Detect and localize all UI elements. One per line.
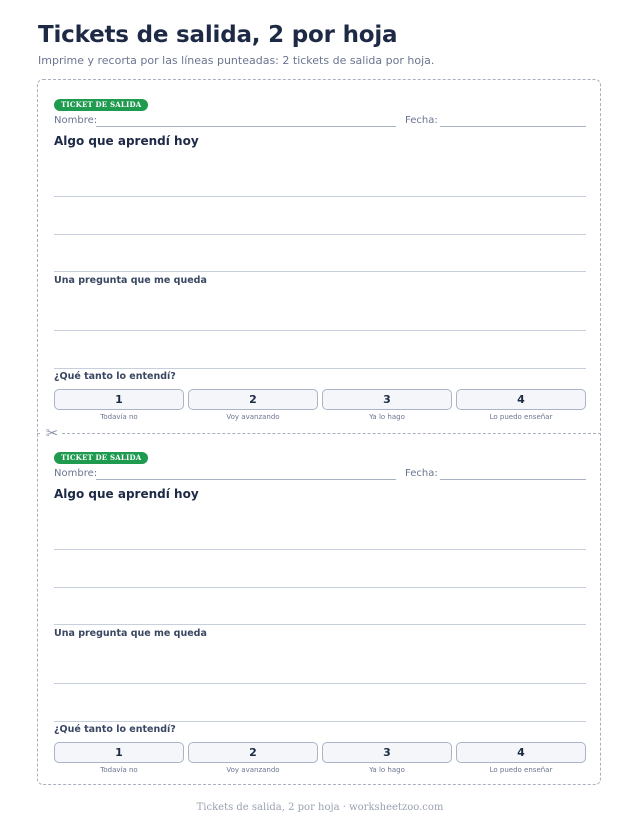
date-field[interactable] xyxy=(440,126,586,127)
page-subtitle: Imprime y recorta por las líneas punteadas: 2 tickets de salida por hoja. xyxy=(38,54,435,67)
question-title: Una pregunta que me queda xyxy=(54,275,207,286)
exit-ticket-2 xyxy=(54,452,586,782)
scale-caption: Voy avanzando xyxy=(226,413,280,421)
name-date-row xyxy=(54,468,586,482)
scale-option-3[interactable] xyxy=(322,389,452,421)
writing-line[interactable] xyxy=(54,196,586,197)
scale-caption: Todavía no xyxy=(100,413,138,421)
scale-option-1[interactable] xyxy=(54,389,184,421)
learned-today-title: Algo que aprendí hoy xyxy=(54,134,199,148)
scale-option-2[interactable] xyxy=(188,389,318,421)
scale-caption: Voy avanzando xyxy=(226,766,280,774)
scale-button[interactable]: 3 xyxy=(322,742,452,763)
scale-option-4[interactable] xyxy=(456,389,586,421)
scale-button[interactable]: 1 xyxy=(54,389,184,410)
writing-line[interactable] xyxy=(54,549,586,550)
scale-option-3[interactable] xyxy=(322,742,452,774)
ticket-badge: TICKET DE SALIDA xyxy=(54,452,148,464)
name-field[interactable] xyxy=(96,126,396,127)
scale-option-4[interactable] xyxy=(456,742,586,774)
date-label: Fecha: xyxy=(405,468,438,479)
understanding-title: ¿Qué tanto lo entendí? xyxy=(54,724,176,735)
understanding-scale xyxy=(54,389,586,423)
date-label: Fecha: xyxy=(405,115,438,126)
writing-line[interactable] xyxy=(54,234,586,235)
writing-line[interactable] xyxy=(54,368,586,369)
scale-button[interactable]: 2 xyxy=(188,742,318,763)
scale-option-2[interactable] xyxy=(188,742,318,774)
scale-button[interactable]: 4 xyxy=(456,389,586,410)
date-field[interactable] xyxy=(440,479,586,480)
scale-button[interactable]: 3 xyxy=(322,389,452,410)
name-date-row xyxy=(54,115,586,129)
exit-ticket-1 xyxy=(54,99,586,429)
understanding-scale xyxy=(54,742,586,776)
ticket-badge: TICKET DE SALIDA xyxy=(54,99,148,111)
writing-line[interactable] xyxy=(54,587,586,588)
writing-line[interactable] xyxy=(54,330,586,331)
scale-caption: Lo puedo enseñar xyxy=(489,413,553,421)
scissors-icon: ✂ xyxy=(42,424,62,442)
scale-caption: Lo puedo enseñar xyxy=(489,766,553,774)
page-footer: Tickets de salida, 2 por hoja · worksheetzoo.com xyxy=(196,802,444,813)
writing-line[interactable] xyxy=(54,271,586,272)
scale-button[interactable]: 2 xyxy=(188,389,318,410)
writing-line[interactable] xyxy=(54,624,586,625)
learned-today-title: Algo que aprendí hoy xyxy=(54,487,199,501)
name-label: Nombre: xyxy=(54,468,98,479)
writing-line[interactable] xyxy=(54,721,586,722)
page-title: Tickets de salida, 2 por hoja xyxy=(38,22,398,48)
scale-button[interactable]: 4 xyxy=(456,742,586,763)
understanding-title: ¿Qué tanto lo entendí? xyxy=(54,371,176,382)
name-label: Nombre: xyxy=(54,115,98,126)
name-field[interactable] xyxy=(96,479,396,480)
scale-caption: Todavía no xyxy=(100,766,138,774)
writing-line[interactable] xyxy=(54,683,586,684)
question-title: Una pregunta que me queda xyxy=(54,628,207,639)
scale-option-1[interactable] xyxy=(54,742,184,774)
scale-caption: Ya lo hago xyxy=(369,766,405,774)
scale-button[interactable]: 1 xyxy=(54,742,184,763)
cut-line xyxy=(37,433,601,434)
scale-caption: Ya lo hago xyxy=(369,413,405,421)
